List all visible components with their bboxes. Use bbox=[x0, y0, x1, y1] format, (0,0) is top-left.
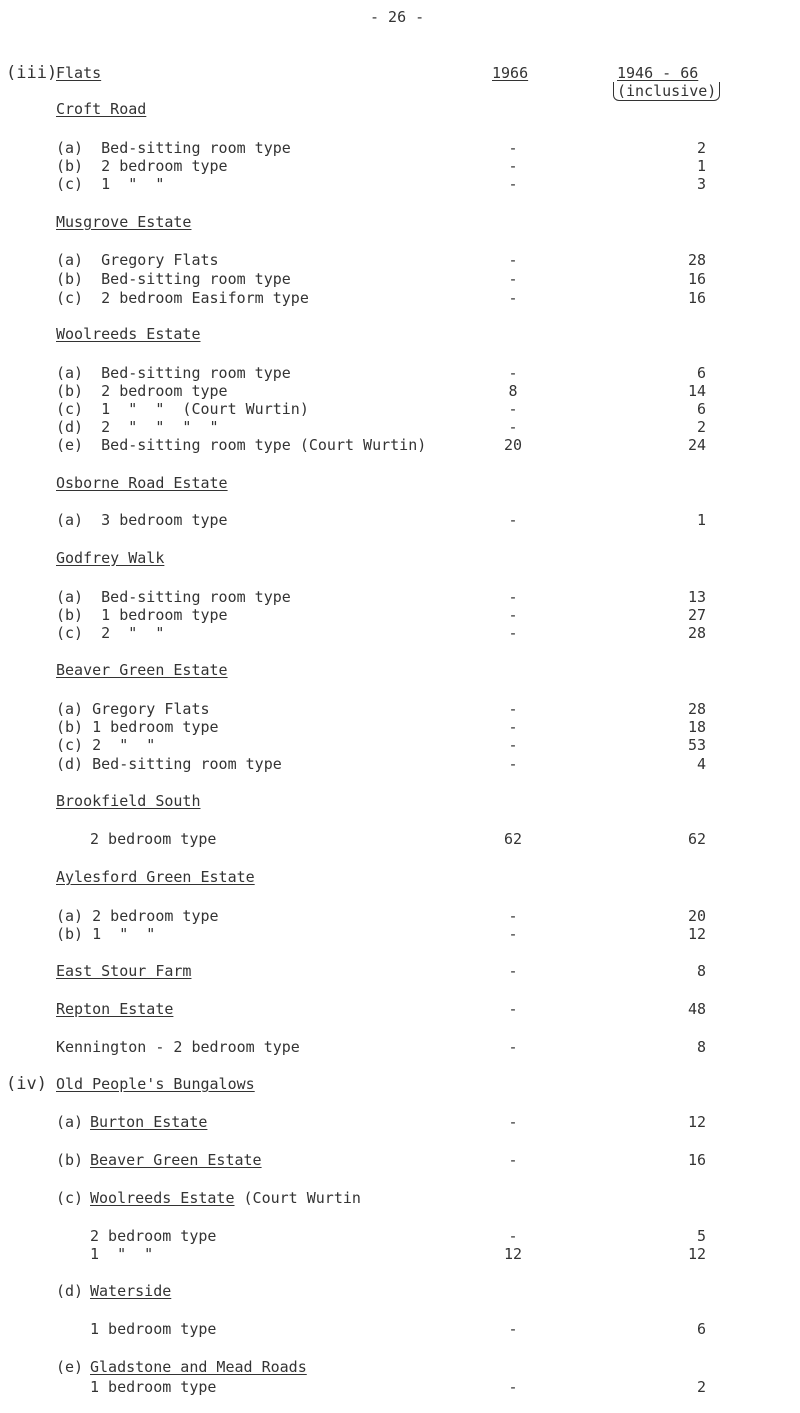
row-total: 3 bbox=[696, 175, 706, 193]
row-label: 2 bedroom type bbox=[90, 1227, 217, 1245]
row-label: (d) Bed-sitting room type bbox=[56, 755, 282, 773]
row-1966: - bbox=[508, 962, 518, 980]
group-title-burton: Burton Estate bbox=[90, 1113, 208, 1131]
group-title-beaver-green-bungalows: Beaver Green Estate bbox=[90, 1151, 262, 1169]
row-1966: - bbox=[508, 588, 518, 606]
row-1966: - bbox=[508, 1038, 518, 1056]
row-1966: - bbox=[508, 400, 518, 418]
row-1966: - bbox=[508, 925, 518, 943]
row-1966: - bbox=[508, 1151, 518, 1169]
row-1966: - bbox=[508, 624, 518, 642]
woolreeds-title: Woolreeds Estate bbox=[90, 1189, 235, 1207]
row-label: (a) 3 bedroom type bbox=[56, 511, 228, 529]
group-title-godfrey: Godfrey Walk bbox=[56, 549, 165, 567]
row-1966: 62 bbox=[503, 830, 523, 848]
row-label: (a) 2 bedroom type bbox=[56, 907, 219, 925]
kennington-label: Kennington - 2 bedroom type bbox=[56, 1038, 300, 1056]
row-total: 13 bbox=[687, 588, 706, 606]
group-title-waterside: Waterside bbox=[90, 1282, 172, 1300]
row-label: (a) Gregory Flats bbox=[56, 700, 210, 718]
group-title-musgrove: Musgrove Estate bbox=[56, 213, 192, 231]
row-1966: - bbox=[508, 364, 518, 382]
row-1966: - bbox=[508, 736, 518, 754]
row-total: 4 bbox=[696, 755, 706, 773]
row-1966: - bbox=[508, 718, 518, 736]
row-1966: - bbox=[508, 418, 518, 436]
row-1966: - bbox=[508, 1320, 518, 1338]
group-title-brookfield: Brookfield South bbox=[56, 792, 201, 810]
old-peoples-bungalows-heading: Old People's Bungalows bbox=[56, 1075, 255, 1093]
row-1966: 20 bbox=[503, 436, 523, 454]
row-total: 12 bbox=[687, 925, 706, 943]
section-iv-marker: (iv) bbox=[6, 1074, 47, 1094]
row-total: 48 bbox=[687, 1000, 706, 1018]
row-1966: - bbox=[508, 606, 518, 624]
group-title-croft-road: Croft Road bbox=[56, 100, 147, 118]
row-1966: - bbox=[508, 270, 518, 288]
row-total: 2 bbox=[696, 139, 706, 157]
row-total: 6 bbox=[696, 400, 706, 418]
row-total: 8 bbox=[696, 1038, 706, 1056]
row-total: 6 bbox=[696, 1320, 706, 1338]
row-label: (c) 2 bedroom Easiform type bbox=[56, 289, 309, 307]
row-1966: - bbox=[508, 1227, 518, 1245]
row-label: (a) Bed-sitting room type bbox=[56, 588, 291, 606]
section-iii-marker: (iii) bbox=[6, 63, 58, 83]
row-label: (b) 1 bedroom type bbox=[56, 606, 228, 624]
row-label: (a) Bed-sitting room type bbox=[56, 364, 291, 382]
row-total: 53 bbox=[687, 736, 706, 754]
row-label: (c) 1 " " bbox=[56, 175, 165, 193]
row-1966: - bbox=[508, 755, 518, 773]
row-1966: - bbox=[508, 251, 518, 269]
row-total: 1 bbox=[696, 511, 706, 529]
item-letter: (a) bbox=[56, 1113, 84, 1131]
flats-heading: Flats bbox=[56, 64, 102, 82]
row-total: 6 bbox=[696, 364, 706, 382]
item-letter: (d) bbox=[56, 1282, 84, 1300]
row-1966: 12 bbox=[503, 1245, 523, 1263]
row-total: 8 bbox=[696, 962, 706, 980]
page-number: - 26 - bbox=[370, 8, 425, 26]
row-total: 18 bbox=[687, 718, 706, 736]
group-title-woolreeds: Woolreeds Estate bbox=[56, 325, 201, 343]
row-total: 27 bbox=[687, 606, 706, 624]
row-label: 1 bedroom type bbox=[90, 1378, 217, 1396]
row-total: 16 bbox=[687, 289, 706, 307]
row-1966: - bbox=[508, 289, 518, 307]
row-label: (b) 2 bedroom type bbox=[56, 157, 228, 175]
group-title-east-stour: East Stour Farm bbox=[56, 962, 192, 980]
row-1966: - bbox=[508, 175, 518, 193]
row-1966: - bbox=[508, 1113, 518, 1131]
row-total: 16 bbox=[687, 270, 706, 288]
row-label: 1 " " bbox=[90, 1245, 154, 1263]
row-label: (a) Bed-sitting room type bbox=[56, 139, 291, 157]
row-label: (b) 2 bedroom type bbox=[56, 382, 228, 400]
row-total: 1 bbox=[696, 157, 706, 175]
group-title-beaver-green: Beaver Green Estate bbox=[56, 661, 228, 679]
row-label: (c) 2 " " bbox=[56, 736, 156, 754]
row-total: 16 bbox=[687, 1151, 706, 1169]
row-total: 14 bbox=[687, 382, 706, 400]
row-total: 2 bbox=[696, 418, 706, 436]
row-1966: - bbox=[508, 139, 518, 157]
row-label: (a) Gregory Flats bbox=[56, 251, 219, 269]
row-total: 28 bbox=[687, 624, 706, 642]
item-letter: (e) bbox=[56, 1358, 84, 1376]
col-range-note: (inclusive) bbox=[613, 82, 720, 101]
row-1966: - bbox=[508, 1378, 518, 1396]
row-label: (d) 2 " " " " bbox=[56, 418, 219, 436]
group-title-repton: Repton Estate bbox=[56, 1000, 174, 1018]
col-range-header: 1946 - 66 bbox=[617, 64, 699, 82]
row-total: 12 bbox=[687, 1113, 706, 1131]
row-1966: - bbox=[508, 907, 518, 925]
row-1966: - bbox=[508, 700, 518, 718]
row-total: 28 bbox=[687, 251, 706, 269]
row-total: 24 bbox=[687, 436, 706, 454]
item-letter: (c) bbox=[56, 1189, 84, 1207]
row-1966: 8 bbox=[508, 382, 518, 400]
row-1966: - bbox=[508, 1000, 518, 1018]
row-total: 2 bbox=[696, 1378, 706, 1396]
row-total: 28 bbox=[687, 700, 706, 718]
group-title-aylesford: Aylesford Green Estate bbox=[56, 868, 255, 886]
woolreeds-title-rest: (Court Wurtin bbox=[234, 1189, 361, 1207]
group-title-gladstone-mead: Gladstone and Mead Roads bbox=[90, 1358, 307, 1376]
group-title-osborne: Osborne Road Estate bbox=[56, 474, 228, 492]
row-1966: - bbox=[508, 157, 518, 175]
row-label: (b) 1 " " bbox=[56, 925, 156, 943]
row-label: 2 bedroom type bbox=[90, 830, 217, 848]
row-total: 5 bbox=[696, 1227, 706, 1245]
col-1966-header: 1966 bbox=[492, 64, 529, 82]
row-total: 12 bbox=[687, 1245, 706, 1263]
group-title-woolreeds-bungalows bbox=[90, 1189, 361, 1207]
row-label: (c) 2 " " bbox=[56, 624, 165, 642]
row-1966: - bbox=[508, 511, 518, 529]
row-total: 62 bbox=[687, 830, 706, 848]
row-label: (e) Bed-sitting room type (Court Wurtin) bbox=[56, 436, 427, 454]
row-label: (c) 1 " " (Court Wurtin) bbox=[56, 400, 309, 418]
row-label: (b) Bed-sitting room type bbox=[56, 270, 291, 288]
row-label: 1 bedroom type bbox=[90, 1320, 217, 1338]
row-label: (b) 1 bedroom type bbox=[56, 718, 219, 736]
item-letter: (b) bbox=[56, 1151, 84, 1169]
row-total: 20 bbox=[687, 907, 706, 925]
